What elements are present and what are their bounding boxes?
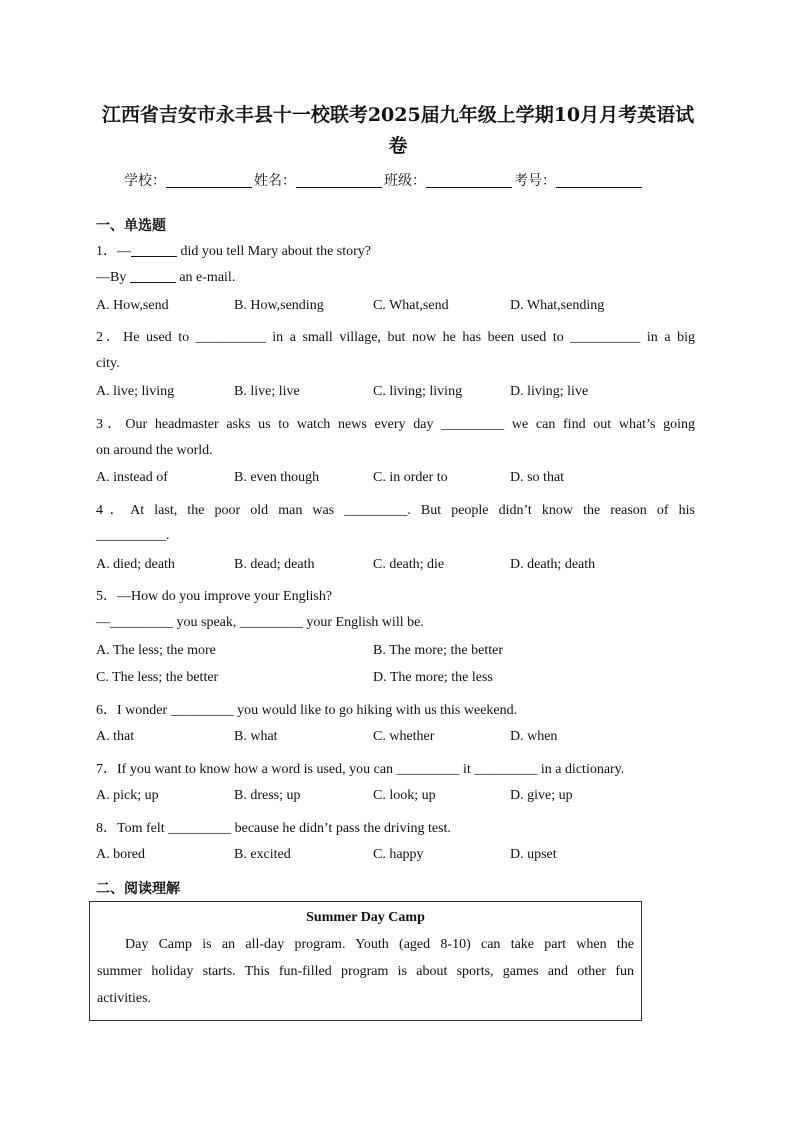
question-7-option-c[interactable]: C. look; up — [373, 788, 436, 803]
class-label: 班级： — [384, 173, 426, 189]
question-4-option-a[interactable]: A. died; death — [96, 557, 175, 572]
question-4-option-b[interactable]: B. dead; death — [234, 557, 315, 572]
question-1-prefix: 1．— — [96, 244, 131, 259]
question-1-line-1 — [96, 240, 371, 260]
question-4-line-1: 4．At last, the poor old man was _________. But people didn’t know the reason of his — [96, 503, 695, 518]
question-1-line-2-text: an e-mail. — [175, 270, 236, 285]
section-heading-single-choice: 一、单选题 — [96, 218, 166, 234]
question-7-line-1: 7．If you want to know how a word is used, you can _________ it _________ in a dictionary. — [96, 762, 625, 777]
question-1-blank — [131, 244, 177, 257]
question-6-line-1: 6．I wonder _________ you would like to go hiking with us this weekend. — [96, 703, 518, 718]
question-7-option-b[interactable]: B. dress; up — [234, 788, 301, 803]
school-label: 学校： — [124, 173, 166, 189]
question-1-line-2-prefix: —By — [96, 270, 130, 285]
name-blank[interactable] — [296, 174, 382, 188]
question-8-line-1: 8．Tom felt _________ because he didn’t pass the driving test. — [96, 821, 451, 836]
question-1-option-b[interactable]: B. How,sending — [234, 298, 324, 313]
question-1-line-2 — [96, 270, 235, 286]
question-3-option-b[interactable]: B. even though — [234, 470, 320, 485]
question-1-text: did you tell Mary about the story? — [177, 244, 372, 259]
question-2-line-1: 2．He used to __________ in a small village, but now he has been used to __________ in a big — [96, 330, 695, 345]
school-blank[interactable] — [166, 174, 252, 188]
question-8-option-c[interactable]: C. happy — [373, 847, 424, 862]
question-3-option-c[interactable]: C. in order to — [373, 470, 448, 485]
question-3-option-d[interactable]: D. so that — [510, 470, 565, 485]
question-5-option-b[interactable]: B. The more; the better — [373, 643, 503, 658]
question-2-option-a[interactable]: A. live; living — [96, 384, 175, 399]
question-1-blank-2 — [130, 270, 176, 283]
question-4-option-c[interactable]: C. death; die — [373, 557, 445, 572]
question-7-option-a[interactable]: A. pick; up — [96, 788, 159, 803]
question-1-option-d[interactable]: D. What,sending — [510, 298, 605, 313]
question-1-option-c[interactable]: C. What,send — [373, 298, 449, 313]
passage-title: Summer Day Camp — [306, 910, 425, 925]
question-5-option-c[interactable]: C. The less; the better — [96, 670, 219, 685]
question-6-option-d[interactable]: D. when — [510, 729, 558, 744]
question-6-option-b[interactable]: B. what — [234, 729, 278, 744]
question-8-option-b[interactable]: B. excited — [234, 847, 291, 862]
exam-title-line-2: 卷 — [388, 135, 408, 157]
question-5-option-d[interactable]: D. The more; the less — [373, 670, 493, 685]
name-label: 姓名： — [254, 173, 296, 189]
exam-title — [96, 100, 700, 162]
question-2-option-c[interactable]: C. living; living — [373, 384, 463, 399]
question-5-line-1: 5．—How do you improve your English? — [96, 589, 333, 604]
question-2-line-2: city. — [96, 356, 120, 371]
passage-line-3: activities. — [97, 991, 152, 1006]
passage-line-1: Day Camp is an all-day program. Youth (aged 8-10) can take part when the — [125, 937, 634, 952]
question-4-option-d[interactable]: D. death; death — [510, 557, 596, 572]
question-4-line-2: __________. — [96, 528, 170, 543]
section-heading-reading: 二、阅读理解 — [96, 881, 180, 897]
student-info-row — [124, 170, 644, 190]
class-blank[interactable] — [426, 174, 512, 188]
question-1-option-a[interactable]: A. How,send — [96, 298, 169, 313]
question-8-option-d[interactable]: D. upset — [510, 847, 557, 862]
question-7-option-d[interactable]: D. give; up — [510, 788, 573, 803]
question-8-option-a[interactable]: A. bored — [96, 847, 145, 862]
exam-title-line-1: 江西省吉安市永丰县十一校联考2025届九年级上学期10月月考英语试 — [101, 104, 695, 126]
reading-passage-box — [89, 901, 642, 1021]
number-label: 考号： — [514, 173, 556, 189]
question-6-option-a[interactable]: A. that — [96, 729, 135, 744]
question-3-option-a[interactable]: A. instead of — [96, 470, 168, 485]
question-5-option-a[interactable]: A. The less; the more — [96, 643, 216, 658]
number-blank[interactable] — [556, 174, 642, 188]
question-6-option-c[interactable]: C. whether — [373, 729, 435, 744]
question-5-line-2: —_________ you speak, _________ your English will be. — [96, 615, 424, 630]
question-3-line-1: 3．Our headmaster asks us to watch news every day _________ we can find out what’s going — [96, 417, 695, 432]
question-2-option-d[interactable]: D. living; live — [510, 384, 589, 399]
question-3-line-2: on around the world. — [96, 443, 213, 458]
question-2-option-b[interactable]: B. live; live — [234, 384, 300, 399]
passage-line-2: summer holiday starts. This fun-filled program is about sports, games and other fun — [97, 964, 634, 979]
